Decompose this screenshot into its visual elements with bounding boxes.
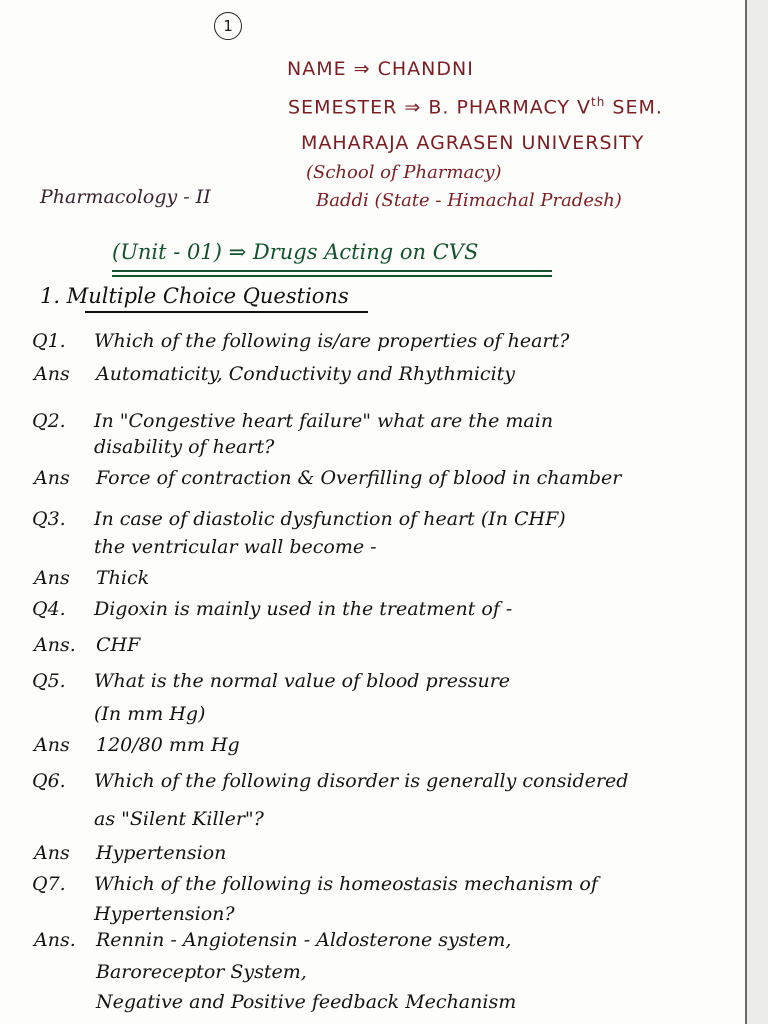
section-underline (85, 311, 368, 313)
location: Baddi (State - Himachal Pradesh) (316, 190, 622, 211)
question-6-line-1 (32, 770, 628, 792)
answer-7-line-1 (34, 929, 511, 951)
question-text: Which of the following is homeostasis mechanism of (94, 873, 598, 895)
question-label: Q4. (32, 598, 66, 620)
question-3-line-2 (32, 536, 377, 558)
unit-underline (112, 270, 552, 272)
question-text: In case of diastolic dysfunction of heart (In CHF) (94, 508, 566, 530)
answer-label: Ans. (34, 929, 76, 951)
question-4-line-1 (32, 598, 512, 620)
question-label: Q1. (32, 330, 66, 352)
answer-text: Thick (96, 567, 150, 589)
answer-label: Ans (34, 467, 70, 489)
semester-line (288, 95, 663, 118)
answer-7-line-3 (34, 991, 516, 1013)
semester-label: SEMESTER ⇒ B. PHARMACY V (288, 96, 592, 119)
semester-sup: th (591, 95, 606, 109)
question-7-line-2 (32, 903, 235, 925)
question-text: Digoxin is mainly used in the treatment of - (94, 598, 513, 620)
student-name: NAME ⇒ CHANDNI (287, 58, 474, 80)
answer-6-line-1 (34, 842, 226, 864)
question-2-line-1 (32, 410, 553, 432)
answer-text: CHF (96, 634, 141, 656)
page-number: 1 (214, 12, 242, 40)
answer-text: Baroreceptor System, (96, 961, 307, 983)
question-text: In "Congestive heart failure" what are the main (94, 410, 554, 432)
question-text: What is the normal value of blood pressure (94, 670, 511, 692)
question-text: (In mm Hg) (94, 703, 206, 725)
question-7-line-1 (32, 873, 598, 895)
answer-label: Ans (34, 734, 70, 756)
answer-label: Ans (34, 363, 70, 385)
question-2-line-2 (32, 436, 274, 458)
question-text: Which of the following is/are properties of heart? (94, 330, 570, 352)
answer-1-line-1 (34, 363, 515, 385)
answer-text: Rennin - Angiotensin - Aldosterone system, (96, 929, 512, 951)
question-6-line-2 (32, 808, 264, 830)
question-3-line-1 (32, 508, 566, 530)
answer-text: Automaticity, Conductivity and Rhythmicity (96, 363, 516, 385)
answer-text: Negative and Positive feedback Mechanism (96, 991, 517, 1013)
answer-3-line-1 (34, 567, 149, 589)
subject-title: Pharmacology - II (40, 186, 211, 208)
section-title: 1. Multiple Choice Questions (40, 284, 349, 308)
background-strip (747, 0, 768, 1024)
question-text: Hypertension? (94, 903, 235, 925)
question-label: Q3. (32, 508, 66, 530)
answer-label: Ans. (34, 634, 76, 656)
answer-text: 120/80 mm Hg (96, 734, 240, 756)
question-5-line-1 (32, 670, 510, 692)
school-name: (School of Pharmacy) (306, 162, 502, 183)
answer-text: Hypertension (96, 842, 227, 864)
question-text: as "Silent Killer"? (94, 808, 264, 830)
question-1-line-1 (32, 330, 569, 352)
question-label: Q5. (32, 670, 66, 692)
unit-title: (Unit - 01) ⇒ Drugs Acting on CVS (112, 240, 479, 264)
university-name: MAHARAJA AGRASEN UNIVERSITY (301, 132, 645, 154)
semester-suffix: SEM. (612, 96, 663, 119)
answer-4-line-1 (34, 634, 140, 656)
question-text: the ventricular wall become - (94, 536, 377, 558)
question-label: Q7. (32, 873, 66, 895)
answer-7-line-2 (34, 961, 307, 983)
question-label: Q2. (32, 410, 66, 432)
answer-label: Ans (34, 567, 70, 589)
answer-2-line-1 (34, 467, 621, 489)
answer-label: Ans (34, 842, 70, 864)
question-text: Which of the following disorder is generally considered (94, 770, 629, 792)
unit-underline-second (112, 275, 552, 277)
answer-text: Force of contraction & Overfilling of blood in chamber (96, 467, 622, 489)
question-5-line-2 (32, 703, 205, 725)
question-text: disability of heart? (94, 436, 275, 458)
answer-5-line-1 (34, 734, 240, 756)
question-label: Q6. (32, 770, 66, 792)
